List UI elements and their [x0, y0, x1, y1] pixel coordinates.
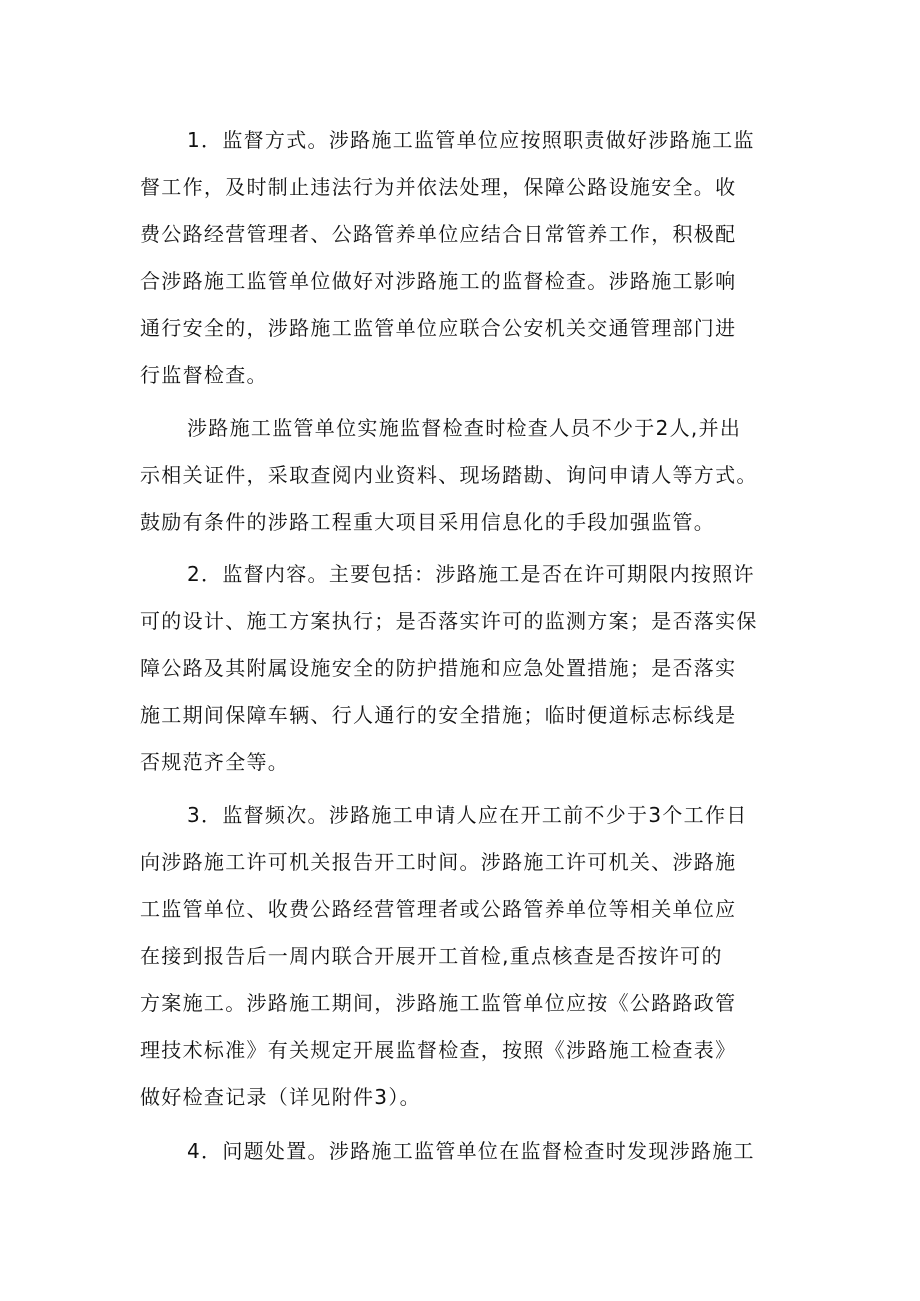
paragraph-line: 理技术标准》有关规定开展监督检查，按照《涉路施工检查表》: [140, 1038, 737, 1062]
paragraph-line: 工监管单位、收费公路经营管理者或公路管养单位等相关单位应: [140, 897, 737, 921]
paragraph-line: 费公路经营管理者、公路管养单位应结合日常管养工作，积极配: [140, 222, 737, 246]
paragraph-line: 督工作，及时制止违法行为并依法处理，保障公路设施安全。收: [140, 175, 737, 199]
paragraph-line: 可的设计、施工方案执行；是否落实许可的监测方案；是否落实保: [140, 609, 758, 633]
paragraph-line: 通行安全的，涉路施工监管单位应联合公安机关交通管理部门进: [140, 316, 737, 340]
paragraph-line: 施工期间保障车辆、行人通行的安全措施；临时便道标志标线是: [140, 703, 737, 727]
paragraph-line: 3．监督频次。涉路施工申请人应在开工前不少于3个工作日: [187, 803, 748, 827]
paragraph-line: 做好检查记录（详见附件3）。: [140, 1085, 421, 1109]
paragraph-line: 否规范齐全等。: [140, 750, 290, 774]
paragraph-line: 在接到报告后一周内联合开展开工首检,重点核查是否按许可的: [140, 944, 723, 968]
paragraph-line: 示相关证件，采取查阅内业资料、现场踏勘、询问申请人等方式。: [140, 463, 758, 487]
paragraph-line: 2．监督内容。主要包括：涉路施工是否在许可期限内按照许: [187, 562, 755, 586]
paragraph-line: 1．监督方式。涉路施工监管单位应按照职责做好涉路施工监: [187, 128, 755, 152]
paragraph-line: 涉路施工监管单位实施监督检查时检查人员不少于2人,并出: [187, 416, 742, 440]
paragraph-line: 障公路及其附属设施安全的防护措施和应急处置措施；是否落实: [140, 656, 737, 680]
paragraph-line: 4．问题处置。涉路施工监管单位在监督检查时发现涉路施工: [187, 1139, 755, 1163]
paragraph-line: 行监督检查。: [140, 363, 268, 387]
paragraph-line: 方案施工。涉路施工期间，涉路施工监管单位应按《公路路政管: [140, 991, 737, 1015]
paragraph-line: 合涉路施工监管单位做好对涉路施工的监督检查。涉路施工影响: [140, 269, 737, 293]
paragraph-line: 向涉路施工许可机关报告开工时间。涉路施工许可机关、涉路施: [140, 850, 737, 874]
paragraph-line: 鼓励有条件的涉路工程重大项目采用信息化的手段加强监管。: [140, 510, 716, 534]
